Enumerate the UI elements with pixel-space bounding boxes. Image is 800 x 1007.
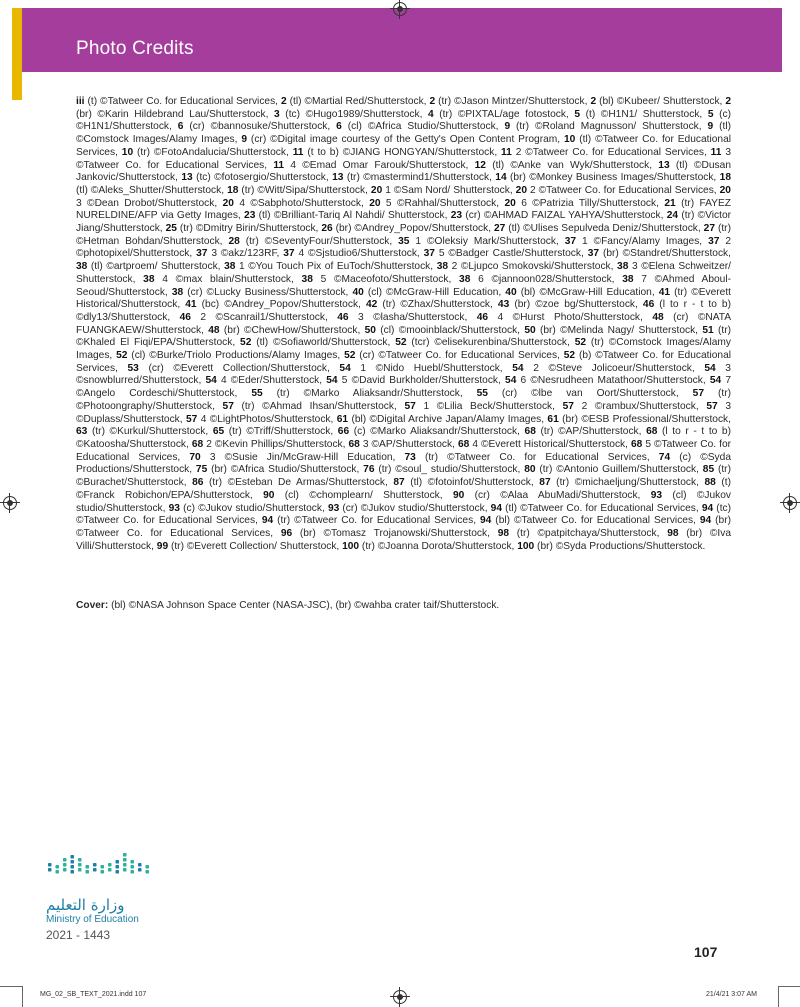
credit-source: (cl) ©chomplearn/ Shutterstock, <box>274 489 453 501</box>
credit-page-ref: 13 <box>181 172 193 184</box>
credit-page-ref: 94 <box>261 515 274 527</box>
credit-page-ref: 66 <box>337 426 350 438</box>
credit-source: (tl) ©Dusan Jankovic/Shutterstock, <box>76 159 731 184</box>
credit-source: (tl) ©Ulises Sepulveda Deniz/Shutterstock, <box>505 223 704 235</box>
credit-source: (br) ©Iva Villi/Shutterstock, <box>76 527 731 552</box>
credit-page-ref: 52 <box>563 350 576 362</box>
credit-page-ref: 23 <box>244 210 256 222</box>
credit-page-ref: 50 <box>524 324 536 336</box>
credit-page-ref: 27 <box>703 223 716 235</box>
credit-source: (tl) ©artproem/ Shutterstock, <box>87 261 225 273</box>
credit-source: (br) ©Monkey Business Images/Shutterstock, <box>506 172 720 184</box>
credit-page-ref: 57 <box>404 400 416 412</box>
credit-source: 3 ©Dean Drobot/Shutterstock, <box>76 197 223 209</box>
registration-mark-icon <box>3 496 17 510</box>
credit-page-ref: 9 <box>504 121 511 133</box>
credit-source: (tc) ©Hugo1989/Shutterstock, <box>279 108 429 120</box>
credit-page-ref: 20 <box>369 197 381 209</box>
credit-page-ref: 94 <box>699 515 712 527</box>
credit-page-ref: 68 <box>631 438 643 450</box>
credit-source: 7 ©Angelo Cordeschi/Shutterstock, <box>76 375 732 400</box>
credit-source: (cr) ©Lucky Business/Shutterstock, <box>183 286 353 298</box>
credit-source: (t) ©Tatweer Co. for Educational Services, <box>84 96 281 107</box>
credit-source: (tr) ©Burachet/Shutterstock, <box>76 464 731 489</box>
credit-page-ref: 10 <box>121 146 134 158</box>
credit-source: (tl) ©fotoinfot/Shutterstock, <box>404 477 540 489</box>
credit-page-ref: 2 <box>725 96 732 107</box>
credit-page-ref: 5 <box>574 108 581 120</box>
credit-page-ref: 52 <box>240 337 252 349</box>
credit-page-ref: 37 <box>587 248 600 260</box>
credit-source: (cl) ©Jukov studio/Shutterstock, <box>76 489 731 514</box>
credit-source: 3 ©Elena Schweitzer/ Shutterstock, <box>76 261 731 285</box>
credit-page-ref: 100 <box>517 540 535 552</box>
credit-page-ref: 46 <box>476 311 489 323</box>
credit-page-ref: 99 <box>156 540 169 552</box>
credit-source: (tl) ©Tatweer Co. for Educational Services, <box>502 502 702 514</box>
credit-page-ref: 38 <box>301 273 313 285</box>
credit-source: 1 ©Sam Nord/ Shutterstock, <box>382 184 516 196</box>
credit-page-ref: 93 <box>327 502 340 514</box>
credit-page-ref: 88 <box>704 477 716 489</box>
credit-page-ref: 3 <box>274 108 280 120</box>
credit-page-ref: 61 <box>336 413 349 425</box>
credit-source: (b) ©Tatweer Co. for Educational Services, <box>76 350 732 374</box>
credit-source: (tr) ©AP/Shutterstock, <box>535 426 647 438</box>
credit-page-ref: 2 <box>590 96 597 107</box>
credit-source: 5 ©Maceofoto/Shutterstock, <box>312 273 460 285</box>
credit-source: (c) ©H1N1/Shutterstock, <box>76 108 731 133</box>
credit-page-ref: 23 <box>450 210 463 222</box>
credit-source: 4 ©Emad Omar Farouk/Shutterstock, <box>284 159 475 171</box>
credit-source: (tl) ©Tatweer Co. for Educational Services, <box>76 134 731 158</box>
credit-source: 2 ©Tatweer Co. for Educational Services, <box>511 146 711 158</box>
credit-page-ref: 38 <box>76 261 88 273</box>
credit-source: (t to b) ©JIANG HONGYAN/Shutterstock, <box>303 146 502 158</box>
credit-page-ref: 52 <box>574 337 587 349</box>
credit-source: (cr) ©AHMAD FAIZAL YAHYA/Shutterstock, <box>462 210 667 222</box>
credit-page-ref: 98 <box>667 527 679 539</box>
credit-page-ref: 90 <box>452 489 465 501</box>
credit-page-ref: 54 <box>326 375 338 387</box>
credit-source: 4 ©Hurst Photo/Shutterstock, <box>488 311 653 323</box>
credit-source: (br) ©Melinda Nagy/ Shutterstock, <box>535 324 703 336</box>
credit-source: (tr) ©FotoAndalucia/Shutterstock, <box>133 146 293 158</box>
trim-mark <box>778 986 800 987</box>
credit-source: (tr) ©Antonio Guillem/Shutterstock, <box>535 464 703 476</box>
credit-page-ref: 4 <box>428 108 434 120</box>
credit-source: (cl) ©Burke/Triolo Productions/Alamy Images, <box>127 350 345 362</box>
credit-page-ref: 38 <box>436 261 449 273</box>
credit-source: (c) ©Jukov studio/Shutterstock, <box>179 502 328 514</box>
credit-source: 4 ©LightPhotos/Shutterstock, <box>197 413 337 425</box>
credit-source: (tr) ©Photoongraphy/Shutterstock, <box>76 388 731 412</box>
credit-page-ref: 38 <box>224 261 236 273</box>
credit-page-ref: 20 <box>370 184 383 196</box>
credit-page-ref: 43 <box>497 299 510 311</box>
credit-page-ref: 74 <box>658 451 671 463</box>
credit-source: (tl) ©Aleks_Shutter/Shutterstock, <box>76 184 228 196</box>
credit-source: (tl) ©Martial Red/Shutterstock, <box>286 96 430 107</box>
credit-source: 1 ©Oleksiy Mark/Shutterstock, <box>409 235 565 247</box>
credit-source: (tr) ©Dmitry Birin/Shutterstock, <box>176 223 322 235</box>
credit-source: (br) ©Syda Productions/Shutterstock. <box>534 540 706 552</box>
credit-source: (br) ©Karin Hildebrand Lau/Shutterstock, <box>76 108 275 120</box>
credit-source: (cl) ©mooinblack/Shutterstock, <box>375 324 525 336</box>
registration-mark-icon <box>393 2 407 16</box>
credit-source: (tr) ©SeventyFour/Shutterstock, <box>239 235 399 247</box>
credit-source: (tr) ©Victor Jiang/Shutterstock, <box>76 210 732 235</box>
credit-source: (bl) ©McGraw-Hill Education, <box>516 286 659 298</box>
credit-page-ref: 98 <box>497 527 510 539</box>
credit-source: (br) ©Africa Studio/Shutterstock, <box>207 464 364 476</box>
credit-page-ref: 40 <box>352 286 364 298</box>
credit-source: 3 ©Tatweer Co. for Educational Services, <box>76 146 731 171</box>
credit-page-ref: 13 <box>332 172 344 184</box>
credit-source: (tl) ©Anke van Wyk/Shutterstock, <box>485 159 659 171</box>
credit-source: 3 ©Duplass/Shutterstock, <box>76 400 731 425</box>
credit-page-ref: 54 <box>205 375 217 387</box>
photo-credits-text <box>76 96 731 553</box>
credit-source: 4 ©Sjstudio6/Shutterstock, <box>294 248 424 260</box>
credit-source: (cr) ©Tatweer Co. for Educational Services, <box>355 350 564 362</box>
edition-year: 2021 - 1443 <box>46 928 111 942</box>
credit-page-ref: 20 <box>222 197 234 209</box>
credit-page-ref: 63 <box>76 426 88 438</box>
credit-source: 2 ©Tatweer Co. for Educational Services, <box>527 184 720 196</box>
credit-source: (tr) FAYEZ NURELDINE/AFP via Getty Images, <box>76 197 731 222</box>
credit-source: (tr) ©Ahmad Ihsan/Shutterstock, <box>233 400 405 412</box>
credit-page-ref: 80 <box>524 464 536 476</box>
footer-file-name: MG_02_SB_TEXT_2021.indd 107 <box>40 991 147 998</box>
credit-source: (cr) ©Everett Collection/Shutterstock, <box>138 362 340 374</box>
credit-source: (tl) ©Comstock Images/Alamy Images, <box>76 121 732 146</box>
credit-source: (br) ©ChewHow/Shutterstock, <box>219 324 365 336</box>
credit-source: 2 ©photopixel/Shutterstock, <box>76 235 732 260</box>
credit-page-ref: 54 <box>339 362 351 374</box>
credit-page-ref: 93 <box>650 489 663 501</box>
credit-page-ref: 9 <box>707 121 714 133</box>
registration-mark-icon <box>783 496 797 510</box>
credit-page-ref: 40 <box>505 286 517 298</box>
credit-page-ref: 37 <box>196 248 208 260</box>
credit-page-ref: 18 <box>719 172 731 184</box>
credit-page-ref: 61 <box>547 413 559 425</box>
credit-page-ref: 94 <box>490 502 502 514</box>
credit-page-ref: 54 <box>505 375 517 387</box>
credit-source: (t) ©H1N1/ Shutterstock, <box>580 108 708 120</box>
credit-page-ref: 48 <box>208 324 220 336</box>
credit-source: 2 ©Ljupco Smokovski/Shutterstock, <box>448 261 618 273</box>
cover-credit <box>76 599 731 612</box>
credit-page-ref: 51 <box>702 324 714 336</box>
credit-source: 1 ©Fancy/Alamy Images, <box>576 235 709 247</box>
credit-source: (tr) ©Everett Historical/Shutterstock, <box>76 286 731 311</box>
credit-source: (cl) ©Africa Studio/Shutterstock, <box>341 121 505 133</box>
credit-source: (cr) ©Alaa AbuMadi/Shutterstock, <box>464 489 651 501</box>
credit-page-ref: 18 <box>227 184 239 196</box>
credit-page-ref: 41 <box>658 286 671 298</box>
credit-source: (tr) ©Everett Collection/ Shutterstock, <box>168 540 343 552</box>
credit-source: 5 ©Tatweer Co. for Educational Services, <box>76 438 731 463</box>
credit-page-ref: 13 <box>658 159 670 171</box>
credit-page-ref: 41 <box>185 299 197 311</box>
credit-page-ref: 38 <box>622 273 634 285</box>
credit-page-ref: 87 <box>539 477 551 489</box>
footer-timestamp: 21/4/21 3:07 AM <box>706 991 757 998</box>
credit-source: 5 ©David Burkholder/Shutterstock, <box>337 375 506 387</box>
credit-source: (tr) ©Zhax/Shutterstock, <box>377 299 498 311</box>
credit-source: (tr) ©patpitchaya/Shutterstock, <box>509 527 668 539</box>
credit-page-ref: 85 <box>702 464 715 476</box>
credit-source: (bl) ©Digital Archive Japan/Alamy Images, <box>348 413 548 425</box>
credit-source: (tr) ©Marko Aliaksandr/Shutterstock, <box>262 388 477 400</box>
credit-page-ref: 20 <box>504 197 516 209</box>
credit-source: 5 ©Badger Castle/Shutterstock, <box>434 248 588 260</box>
credit-page-ref: 68 <box>191 438 204 450</box>
credit-page-ref: 76 <box>363 464 375 476</box>
credit-page-ref: 20 <box>515 184 528 196</box>
credit-page-ref: 94 <box>701 502 714 514</box>
credit-source: (br) ©Tatweer Co. for Educational Services, <box>76 515 731 539</box>
credit-page-ref: 37 <box>564 235 577 247</box>
trim-mark <box>22 986 23 1007</box>
credit-source: (tr) ©michaeljung/Shutterstock, <box>550 477 705 489</box>
credit-page-ref: 35 <box>398 235 410 247</box>
credit-source: (tr) ©Kurkul/Shutterstock, <box>87 426 213 438</box>
credit-source: (br) ©ESB Professional/Shutterstock, <box>558 413 731 425</box>
credit-page-ref: 55 <box>476 388 488 400</box>
credit-page-ref: 9 <box>241 134 248 146</box>
credit-page-ref: 6 <box>336 121 342 133</box>
credit-source: (t) ©Franck Robichon/EPA/Shutterstock, <box>76 477 731 501</box>
credit-source: (br) ©Standret/Shutterstock, <box>599 248 731 260</box>
credit-source: 6 ©jannoon028/Shutterstock, <box>470 273 623 285</box>
credit-page-ref: 52 <box>344 350 356 362</box>
credit-source: (tl) ©Brilliant-Tariq Al Nahdi/ Shutterstock, <box>255 210 451 222</box>
credit-source: (tr) ©soul_ studio/Shutterstock, <box>374 464 525 476</box>
credit-source: (tr) ©PIXTAL/age fotostock, <box>433 108 575 120</box>
credit-source: 3 ©akz/123RF, <box>207 248 284 260</box>
credit-page-ref: 94 <box>480 515 492 527</box>
credit-page-ref: 11 <box>710 146 722 158</box>
credit-page-ref: 96 <box>280 527 293 539</box>
credit-page-ref: 55 <box>251 388 263 400</box>
ministry-name-arabic: وزارة التعليم <box>46 896 125 914</box>
credit-page-ref: 52 <box>395 337 407 349</box>
credit-page-ref: 93 <box>168 502 180 514</box>
credit-source: 1 ©You Touch Pix of EuToch/Shutterstock, <box>235 261 437 273</box>
credit-source: 2 ©Steve Jolicoeur/Shutterstock, <box>523 362 705 374</box>
credit-source: (l to r - t to b) ©dly13/Shutterstock, <box>76 299 731 323</box>
credit-page-ref: 42 <box>365 299 378 311</box>
credit-source: (l to r - t to b) ©Katoosha/Shutterstock, <box>76 426 731 450</box>
credit-page-ref: 68 <box>348 438 360 450</box>
credit-source: 6 ©Nesrudheen Matathoor/Shutterstock, <box>516 375 710 387</box>
credit-page-ref: 46 <box>337 311 349 323</box>
credit-page-ref: 28 <box>228 235 240 247</box>
credit-page-ref: 54 <box>704 362 716 374</box>
credit-page-ref: 24 <box>666 210 679 222</box>
credit-page-ref: 38 <box>617 261 629 273</box>
ministry-name-english: Ministry of Education <box>46 914 139 925</box>
credit-source: 3 ©Susie Jin/McGraw-Hill Education, <box>200 451 405 463</box>
credit-page-ref: 75 <box>195 464 208 476</box>
credit-source: 2 ©rambux/Shutterstock, <box>573 400 707 412</box>
credit-source: 5 ©Rahhal/Shutterstock, <box>380 197 505 209</box>
credit-source: (br) ©Andrey_Popov/Shutterstock, <box>332 223 494 235</box>
credit-source: (tr) ©Joanna Dorota/Shutterstock, <box>359 540 518 552</box>
credit-page-ref: 10 <box>564 134 576 146</box>
credit-page-ref: 86 <box>192 477 204 489</box>
credit-page-ref: 57 <box>706 400 718 412</box>
credit-page-ref: 50 <box>364 324 376 336</box>
trim-mark <box>778 986 779 1007</box>
header-accent-tab <box>12 8 22 100</box>
credit-page-ref: 53 <box>127 362 139 374</box>
credit-page-ref: 68 <box>646 426 658 438</box>
credit-source: 4 ©Sabphoto/Shutterstock, <box>233 197 370 209</box>
credit-page-ref: 90 <box>263 489 275 501</box>
credit-page-ref: 11 <box>273 159 285 171</box>
credit-page-ref: 5 <box>707 108 714 120</box>
credit-page-ref: 73 <box>404 451 416 463</box>
credit-source: (tr) ©Hetman Bohdan/Shutterstock, <box>76 223 731 247</box>
credit-source: (cl) ©McGraw-Hill Education, <box>363 286 506 298</box>
credit-page-ref: 100 <box>342 540 360 552</box>
credit-source: (cr) ©lbe van Oort/Shutterstock, <box>487 388 693 400</box>
credit-page-ref: 87 <box>393 477 405 489</box>
credit-source: 4 ©Everett Historical/Shutterstock, <box>469 438 631 450</box>
credit-page-ref: 25 <box>165 223 177 235</box>
credit-page-ref: 27 <box>493 223 506 235</box>
credit-source: (tr) ©Witt/Sipa/Shutterstock, <box>238 184 371 196</box>
credit-page-ref: 11 <box>501 146 512 158</box>
credit-page-ref: 65 <box>212 426 225 438</box>
credit-source: 3 ©snowblurred/Shutterstock, <box>76 362 731 387</box>
credit-source: (tr) ©Tatweer Co. for Educational Services, <box>273 515 480 527</box>
credit-page-ref: 38 <box>171 286 184 298</box>
credit-source: 4 ©max blain/Shutterstock, <box>154 273 302 285</box>
credit-source: (bl) ©Kubeer/ Shutterstock, <box>596 96 726 107</box>
ministry-logo-icon <box>44 852 154 892</box>
credit-source: (tr) ©mastermind1/Shutterstock, <box>343 172 496 184</box>
credit-page-ref: 14 <box>495 172 507 184</box>
credit-source: (tl) ©Sofiaworld/Shutterstock, <box>251 337 396 349</box>
credit-source: (tr) ©Roland Magnusson/ Shutterstock, <box>510 121 708 133</box>
credit-source: (tr) ©Jason Mintzer/Shutterstock, <box>435 96 591 107</box>
trim-mark <box>0 986 22 987</box>
credit-page-ref: 68 <box>524 426 536 438</box>
registration-mark-icon <box>393 990 407 1004</box>
credit-source: (br) ©Tomasz Trojanowski/Shutterstock, <box>292 527 498 539</box>
credit-page-ref: 38 <box>143 273 155 285</box>
credit-source: (tc) ©Tatweer Co. for Educational Services, <box>76 502 732 527</box>
credit-source: (cr) ©Digital image courtesy of the Getty's Open Content Program, <box>247 134 565 146</box>
credit-source: (br) ©zoe bg/Shutterstock, <box>509 299 643 311</box>
credit-source: 3 ©AP/Shutterstock, <box>359 438 458 450</box>
credit-source: (cr) ©NATA FUANGKAEW/Shutterstock, <box>76 311 731 336</box>
credit-source: (tcr) ©elisekurenbina/Shutterstock, <box>406 337 575 349</box>
credit-source: 1 ©Nido Huebl/Shutterstock, <box>350 362 513 374</box>
credit-page-ref: iii <box>76 96 85 107</box>
credit-page-ref: 70 <box>189 451 201 463</box>
credit-source: (c) ©Marko Aliaksandr/Shutterstock, <box>349 426 525 438</box>
credit-page-ref: 2 <box>429 96 436 107</box>
credit-page-ref: 11 <box>292 146 304 158</box>
credit-source: (tc) ©fotosergio/Shutterstock, <box>192 172 333 184</box>
credit-source: (tr) ©Tatweer Co. for Educational Services, <box>415 451 659 463</box>
credit-source: 1 ©Lilia Beck/Shutterstock, <box>415 400 563 412</box>
credit-page-ref: 57 <box>222 400 234 412</box>
page-number: 107 <box>694 944 718 960</box>
credit-page-ref: 46 <box>179 311 191 323</box>
credit-source: 2 ©Kevin Phillips/Shutterstock, <box>203 438 349 450</box>
credit-page-ref: 48 <box>652 311 664 323</box>
cover-credit-text: (bl) ©NASA Johnson Space Center (NASA-JSC), (br) ©wahba crater taif/Shutterstock. <box>108 600 500 611</box>
credit-page-ref: 57 <box>185 413 198 425</box>
credit-source: (tr) ©Esteban De Armas/Shutterstock, <box>203 477 394 489</box>
credit-page-ref: 38 <box>459 273 471 285</box>
credit-source: (cr) ©bannosuke/Shutterstock, <box>183 121 337 133</box>
credit-source: (bc) ©Andrey_Popov/Shutterstock, <box>196 299 366 311</box>
credit-source: 4 ©Eder/Shutterstock, <box>216 375 327 387</box>
credit-source: (c) ©Syda Productions/Shutterstock, <box>76 451 731 476</box>
credit-source: (tr) ©Comstock Images/Alamy Images, <box>76 337 731 362</box>
credit-page-ref: 37 <box>283 248 295 260</box>
credit-source: (cr) ©Jukov studio/Shutterstock, <box>339 502 491 514</box>
credit-source: (tr) ©Khaled El Fiqi/EPA/Shutterstock, <box>76 324 731 349</box>
credit-page-ref: 54 <box>709 375 722 387</box>
credit-page-ref: 26 <box>321 223 333 235</box>
credit-source: 7 ©Ahmed Aboul-Seoud/Shutterstock, <box>76 273 731 298</box>
credit-page-ref: 52 <box>116 350 128 362</box>
credit-page-ref: 46 <box>642 299 655 311</box>
credit-page-ref: 68 <box>457 438 470 450</box>
credit-source: 2 ©Scanrail1/Shutterstock, <box>190 311 338 323</box>
credit-page-ref: 12 <box>474 159 486 171</box>
credit-source: 3 ©lasha/Shutterstock, <box>348 311 477 323</box>
credit-page-ref: 57 <box>562 400 574 412</box>
credit-page-ref: 2 <box>280 96 287 107</box>
cover-label: Cover: <box>76 600 109 611</box>
credit-page-ref: 37 <box>708 235 720 247</box>
credit-source: 6 ©Patrizia Tilly/Shutterstock, <box>515 197 665 209</box>
credit-page-ref: 21 <box>664 197 676 209</box>
credit-page-ref: 6 <box>177 121 184 133</box>
credit-page-ref: 57 <box>692 388 705 400</box>
page-title: Photo Credits <box>76 38 194 59</box>
credit-page-ref: 54 <box>512 362 524 374</box>
credit-page-ref: 37 <box>423 248 435 260</box>
credit-source: (bl) ©Tatweer Co. for Educational Services, <box>491 515 700 527</box>
credit-source: (tr) ©Triff/Shutterstock, <box>224 426 338 438</box>
credit-page-ref: 20 <box>719 184 731 196</box>
